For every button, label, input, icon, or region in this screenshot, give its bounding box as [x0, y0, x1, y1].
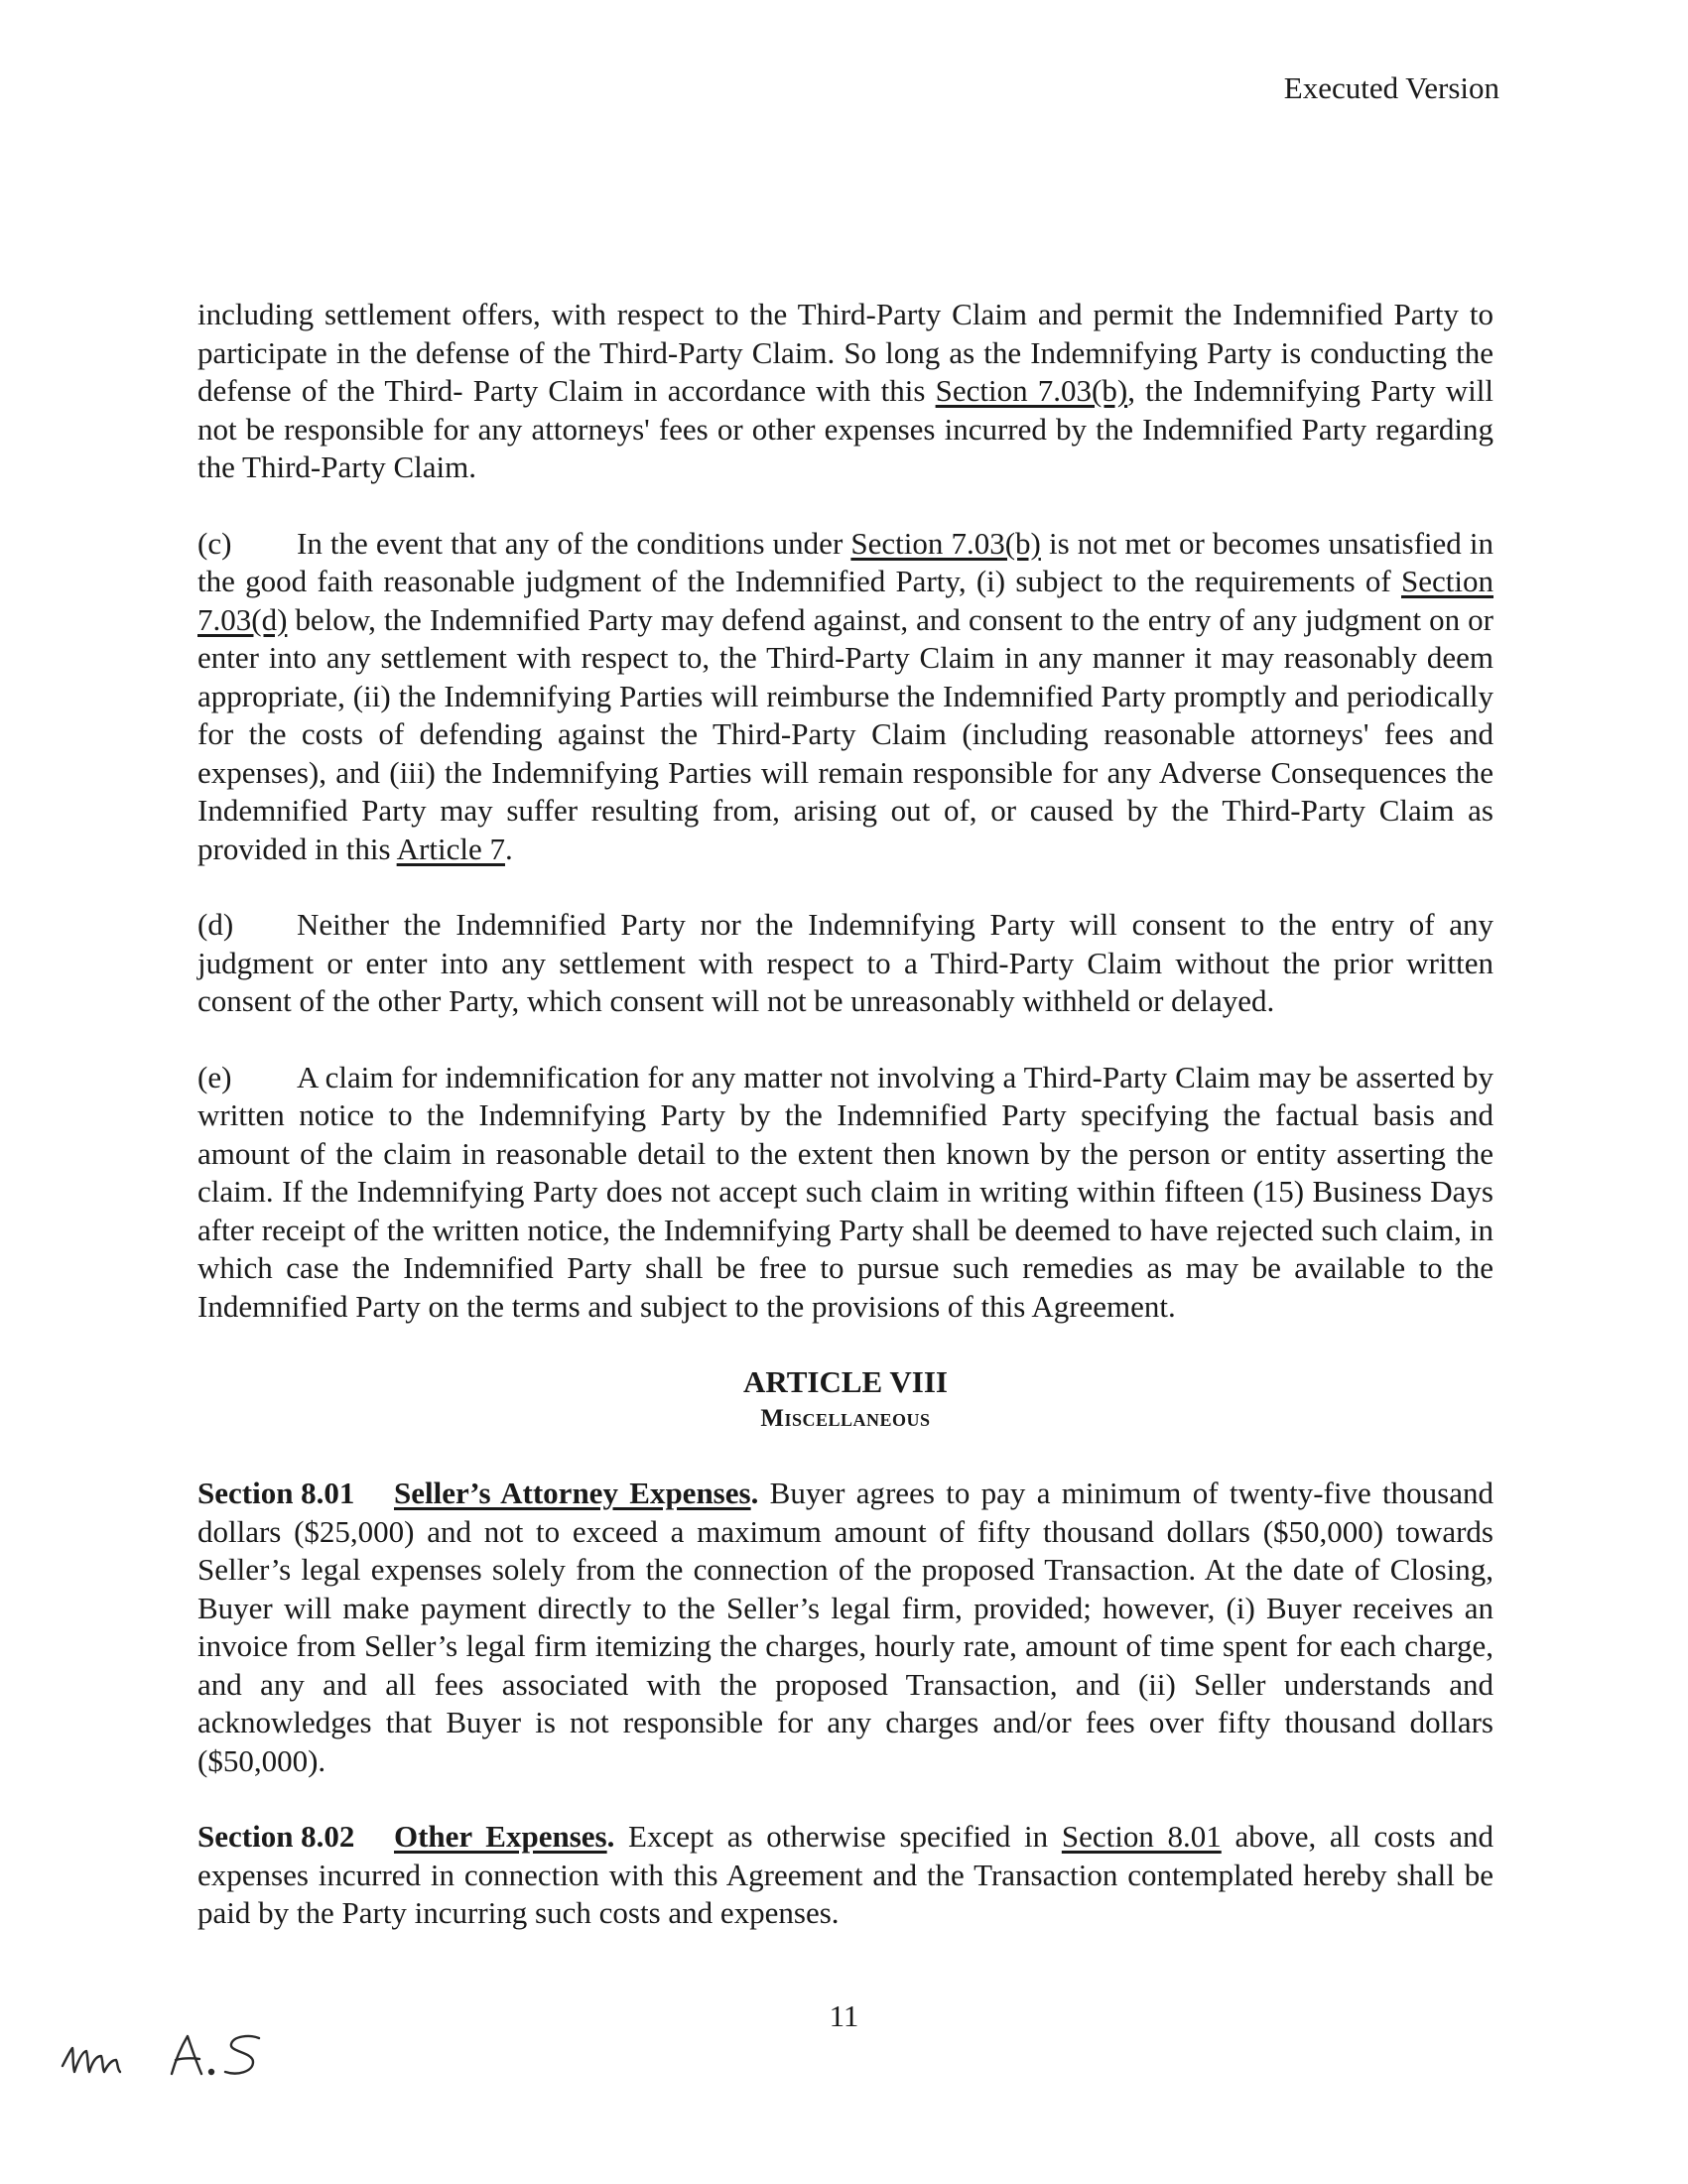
section-title-period: .: [606, 1819, 615, 1854]
paragraph-text: including settlement offers, with respect to the Third-Party Claim and permit the Indemnified Party to participate in the defense of the Third-Party Claim. So long as the Indemnifying Party is conducting the defense of the Third- Party Claim in accordance with this: [197, 297, 1493, 408]
paragraph-text: Neither the Indemnified Party nor the Indemnifying Party will consent to the entry of any judgment or enter into any settlement with respect to a Third-Party Claim without the prior written consent of the other Party, which consent will not be unreasonably withheld or delayed.: [197, 907, 1493, 1018]
paragraph-text: is not met or becomes unsatisfied in the good faith reasonable judgment of the Indemnified Party, (i) subject to the requirements of: [197, 525, 1493, 598]
paragraph-text: A claim for indemnification for any matter not involving a Third-Party Claim may be asserted by written notice to the Indemnifying Party by the Indemnified Party specifying the factual basis and amount of the claim in reasonable detail to the extent then known by the person or entity asserting the claim. If the Indemnifying Party does not accept such claim in writing within fifteen (15) Business Days after receipt of the written notice, the Indemnifying Party shall be deemed to have rejected such claim, in which case the Indemnified Party shall be free to pursue such remedies as may be available to the Indemnified Party on the terms and subject to the provisions of this Agreement.: [197, 1059, 1493, 1324]
article-reference-link[interactable]: Article 7: [396, 831, 505, 866]
document-body: [197, 296, 1493, 1971]
paragraph-label: (e): [197, 1059, 232, 1094]
paragraph-c: [197, 525, 1493, 869]
paragraph-label: (c): [197, 525, 232, 561]
section-8-01: [197, 1475, 1493, 1780]
paragraph-e: [197, 1059, 1493, 1327]
section-title-period: .: [750, 1476, 759, 1510]
executed-version-header: Executed Version: [1283, 70, 1499, 105]
paragraph-continuation: [197, 296, 1493, 487]
section-reference-link[interactable]: Section 8.01: [1061, 1819, 1222, 1854]
section-reference-link[interactable]: Section 7.03(b): [850, 525, 1041, 561]
handwritten-initials: [55, 2014, 313, 2094]
paragraph-text: In the event that any of the conditions under: [297, 525, 851, 561]
section-text: above, all costs and expenses incurred in connection with this Agreement and the Transaction contemplated hereby shall be paid by the Party incurring such costs and expenses.: [197, 1819, 1493, 1930]
article-heading: ARTICLE VIII: [743, 1364, 948, 1399]
paragraph-text: .: [504, 831, 513, 866]
section-reference-link[interactable]: Section 7.03(b): [935, 373, 1128, 408]
section-text: Buyer agrees to pay a minimum of twenty-five thousand dollars ($25,000) and not to exceed a maximum amount of fifty thousand dollars ($50,000) towards Seller’s legal expenses solely from the connection of the proposed Transaction. At the date of Closing, Buyer will make payment directly to the Seller’s legal firm, provided; however, (i) Buyer receives an invoice from Seller’s legal firm itemizing the charges, hourly rate, amount of time spent for each charge, and any and all fees associated with the proposed Transaction, and (ii) Seller understands and acknowledges that Buyer is not responsible for any charges and/or fees over fifty thousand dollars ($50,000).: [197, 1476, 1493, 1778]
paragraph-d: [197, 906, 1493, 1021]
page-number: 11: [829, 1998, 859, 2033]
section-reference-link[interactable]: Section 7.03(d): [197, 564, 1493, 637]
paragraph-text: below, the Indemnified Party may defend against, and consent to the entry of any judgment on or enter into any settlement with respect to, the Third-Party Claim in any manner it may reasonably deem appropriate, (ii) the Indemnifying Parties will reimburse the Indemnified Party promptly and periodically for the costs of defending against the Third-Party Claim (including reasonable attorneys' fees and expenses), and (iii) the Indemnifying Parties will remain responsible for any Adverse Consequences the Indemnified Party may suffer resulting from, arising out of, or caused by the Third-Party Claim as provided in this: [197, 601, 1493, 866]
section-number: Section 8.02: [197, 1819, 355, 1854]
section-title: Seller’s Attorney Expenses: [394, 1476, 751, 1510]
paragraph-text: , the Indemnifying Party will not be responsible for any attorneys' fees or other expenses incurred by the Indemnified Party regarding the Third-Party Claim.: [197, 373, 1494, 484]
paragraph-label: (d): [197, 907, 234, 942]
section-title: Other Expenses: [394, 1819, 607, 1854]
section-8-02: [197, 1818, 1493, 1933]
article-subheading: Miscellaneous: [760, 1405, 931, 1432]
section-text: Except as otherwise specified in: [614, 1819, 1062, 1854]
section-number: Section 8.01: [197, 1476, 355, 1510]
